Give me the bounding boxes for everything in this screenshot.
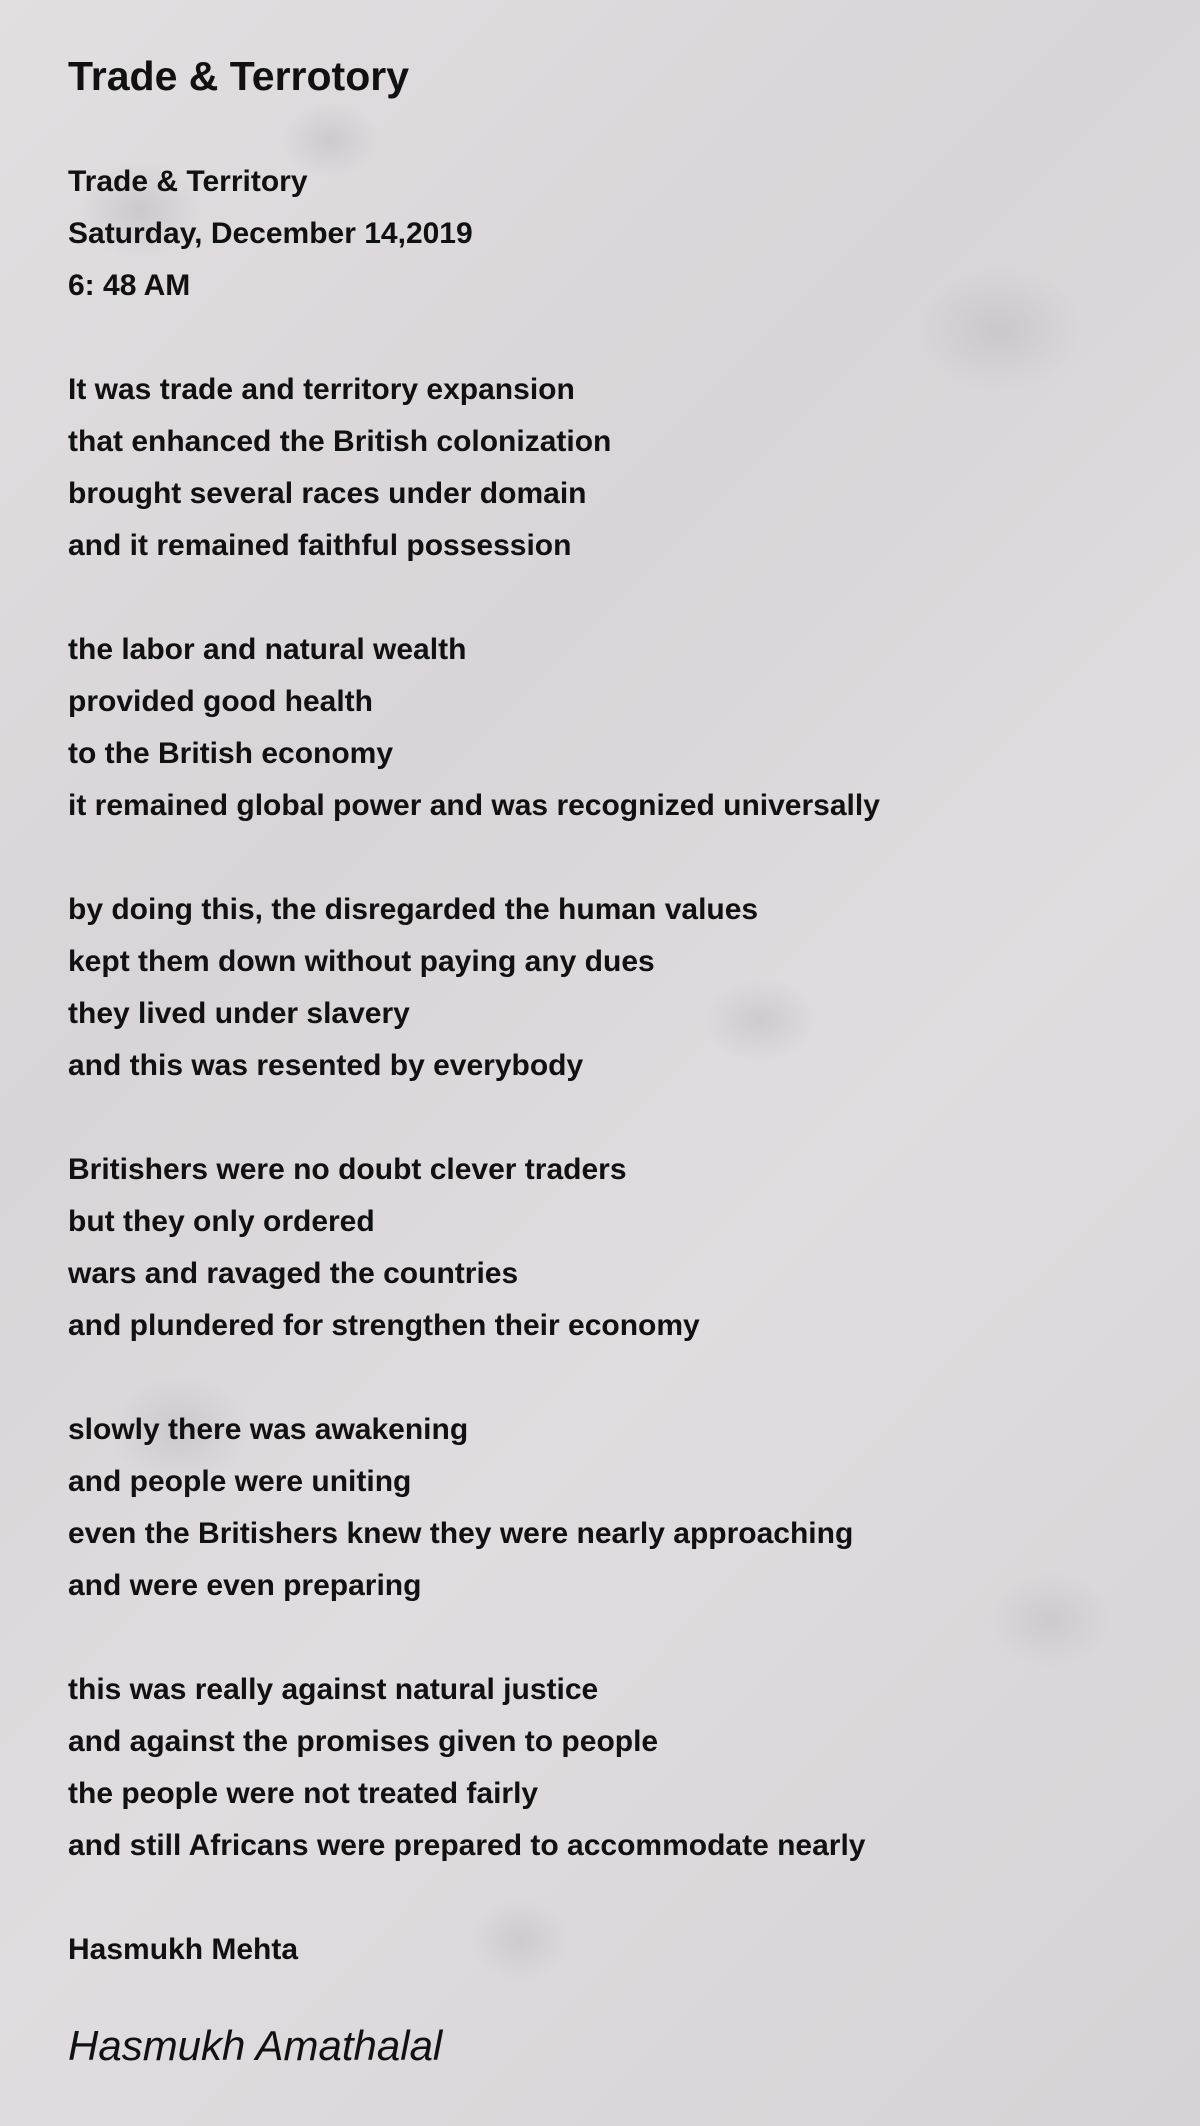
poem-line: but they only ordered <box>68 1205 375 1238</box>
poem-header-title: Trade & Territory <box>68 165 308 198</box>
poem-line: that enhanced the British colonization <box>68 425 612 458</box>
stanza-2 <box>68 624 1148 832</box>
stanza-6 <box>68 1664 1148 1872</box>
stanza-3 <box>68 884 1148 1092</box>
poem-line: and people were uniting <box>68 1465 412 1498</box>
poem-line: this was really against natural justice <box>68 1673 599 1706</box>
author-signature: Hasmukh Amathalal <box>68 2022 443 2069</box>
stanza-5 <box>68 1404 1148 1612</box>
poem-line: It was trade and territory expansion <box>68 373 575 406</box>
poem-page <box>68 48 1148 2074</box>
poem-line: and still Africans were prepared to accommodate nearly <box>68 1829 866 1862</box>
poem-line: and this was resented by everybody <box>68 1049 584 1082</box>
poem-line: they lived under slavery <box>68 997 410 1030</box>
poem-header <box>68 156 1148 312</box>
poem-line: and plundered for strengthen their economy <box>68 1309 700 1342</box>
poem-line: kept them down without paying any dues <box>68 945 655 978</box>
poem-line: and against the promises given to people <box>68 1725 659 1758</box>
poem-line: Britishers were no doubt clever traders <box>68 1153 627 1186</box>
poem-line: the people were not treated fairly <box>68 1777 539 1810</box>
poem-header-date: Saturday, December 14,2019 <box>68 217 473 250</box>
poem-line: the labor and natural wealth <box>68 633 467 666</box>
poem-line: provided good health <box>68 685 373 718</box>
poem-line: it remained global power and was recognized universally <box>68 789 880 822</box>
poem-line: by doing this, the disregarded the human values <box>68 893 759 926</box>
poem-title: Trade & Terrotory <box>68 53 409 99</box>
poem-line: wars and ravaged the countries <box>68 1257 519 1290</box>
poem-line: brought several races under domain <box>68 477 587 510</box>
poem-line: slowly there was awakening <box>68 1413 469 1446</box>
stanza-1 <box>68 364 1148 572</box>
poem-line: even the Britishers knew they were nearly approaching <box>68 1517 854 1550</box>
poem-line: and were even preparing <box>68 1569 422 1602</box>
poem-line: to the British economy <box>68 737 394 770</box>
poem-header-time: 6: 48 AM <box>68 269 191 302</box>
stanza-4 <box>68 1144 1148 1352</box>
poem-line: and it remained faithful possession <box>68 529 572 562</box>
poem-author: Hasmukh Mehta <box>68 1933 299 1966</box>
